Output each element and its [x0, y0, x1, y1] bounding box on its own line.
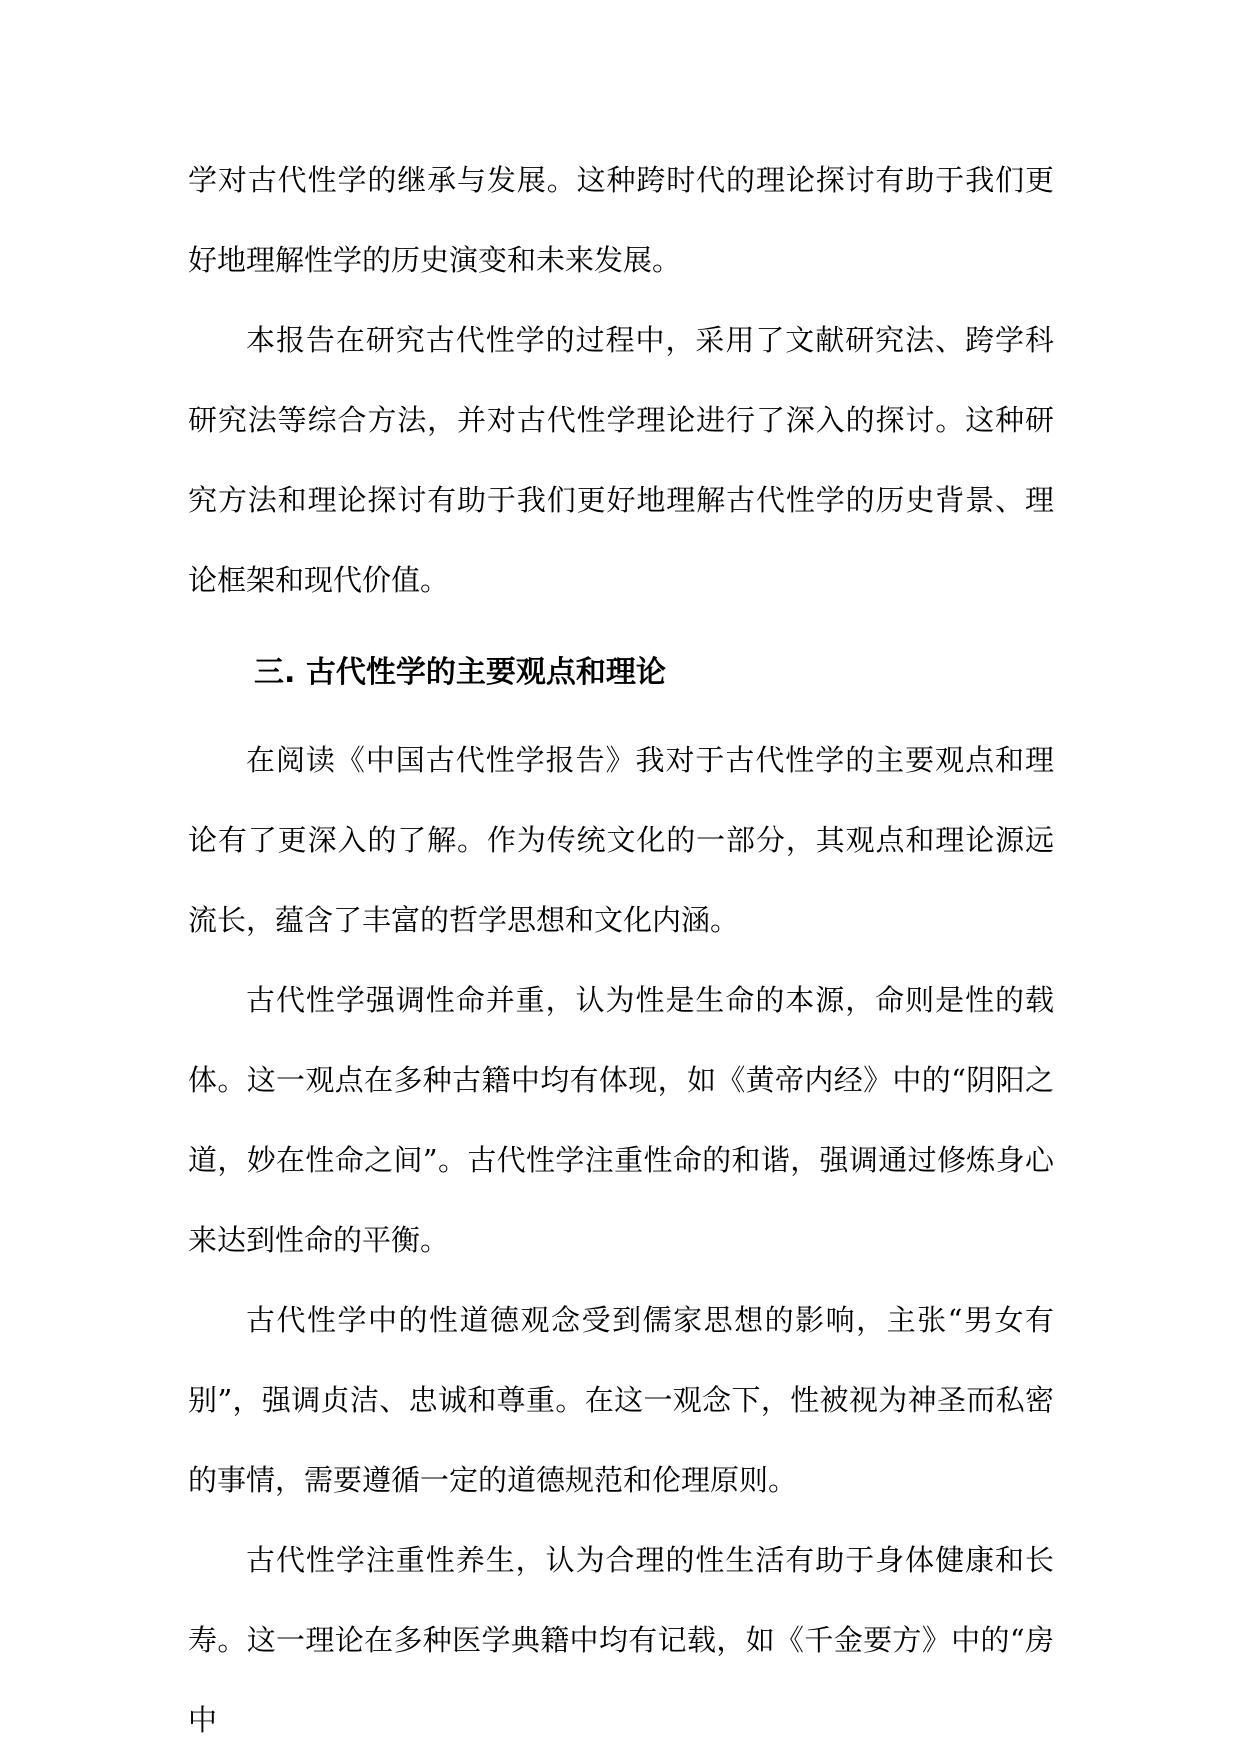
paragraph-2: 本报告在研究古代性学的过程中，采用了文献研究法、跨学科研究法等综合方法，并对古代性学理论进行了深入的探讨。这种研究方法和理论探讨有助于我们更好地理解古代性学的历史背景、理论框架和现代价值。	[188, 323, 1054, 597]
paragraph-5: 古代性学中的性道德观念受到儒家思想的影响，主张“男女有别”，强调贞洁、忠诚和尊重。在这一观念下，性被视为神圣而私密的事情，需要遵循一定的道德规范和伦理原则。	[188, 1303, 1054, 1497]
paragraph-1: 学对古代性学的继承与发展。这种跨时代的理论探讨有助于我们更好地理解性学的历史演变和未来发展。	[188, 163, 1054, 277]
section-heading: 三. 古代性学的主要观点和理论	[254, 655, 666, 690]
paragraph-6: 古代性学注重性养生，认为合理的性生活有助于身体健康和长寿。这一理论在多种医学典籍中均有记载，如《千金要方》中的“房中	[188, 1543, 1054, 1737]
document-body	[188, 140, 1054, 1760]
paragraph-4: 古代性学强调性命并重，认为性是生命的本源，命则是性的载体。这一观点在多种古籍中均有体现，如《黄帝内经》中的“阴阳之道，妙在性命之间”。古代性学注重性命的和谐，强调通过修炼身心来达到性命的平衡。	[188, 983, 1054, 1257]
paragraph-3: 在阅读《中国古代性学报告》我对于古代性学的主要观点和理论有了更深入的了解。作为传统文化的一部分，其观点和理论源远流长，蕴含了丰富的哲学思想和文化内涵。	[188, 743, 1054, 937]
